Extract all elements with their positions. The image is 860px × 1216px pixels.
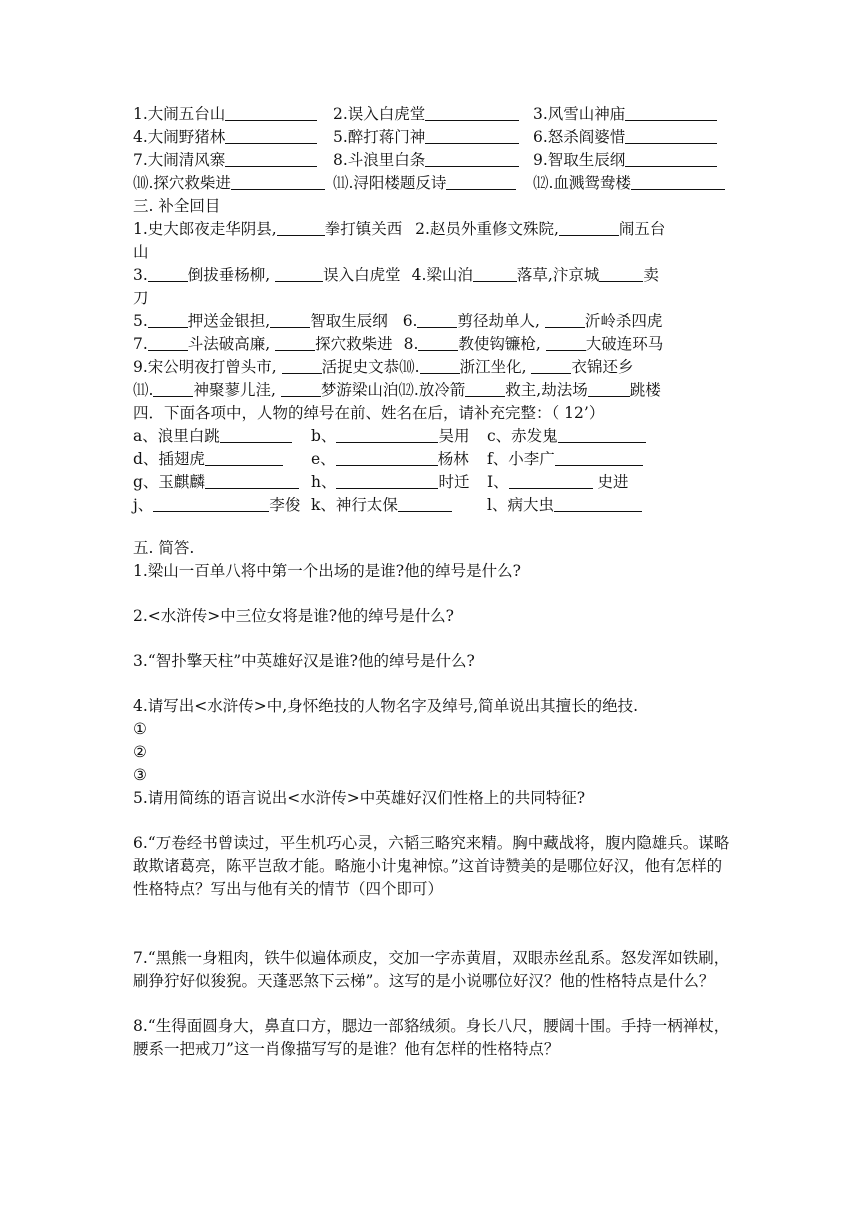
nickname-item: g、玉麒麟 xyxy=(133,473,205,491)
answer-marker-3: ③ xyxy=(133,766,147,784)
nickname-item: k、神行太保 xyxy=(311,496,398,514)
answer-marker-1: ① xyxy=(133,720,147,738)
question-3: 3.“智扑擎天柱”中英雄好汉是谁?他的绰号是什么? xyxy=(133,652,475,670)
chapter-item: 6.怒杀阎婆惜 xyxy=(533,128,626,146)
text-part: 浙江坐化, xyxy=(459,358,527,376)
answer-blank[interactable] xyxy=(153,381,193,397)
text-part: 误入白虎堂 xyxy=(323,266,401,284)
text-part: 活捉史文恭 xyxy=(321,358,400,376)
answer-blank[interactable] xyxy=(275,335,315,351)
text-part: 教使钩镰枪, xyxy=(458,335,541,353)
answer-blank[interactable] xyxy=(281,381,321,397)
answer-blank[interactable] xyxy=(148,335,188,351)
answer-blank[interactable] xyxy=(545,312,585,328)
nickname-item: e、 xyxy=(311,450,336,468)
text-part: ⑾. xyxy=(133,381,154,399)
text-part: 9.宋公明夜打曾头市, xyxy=(133,358,277,376)
text-part: 倒拔垂杨柳, xyxy=(187,266,271,284)
text-part: 闹五台 xyxy=(618,220,666,238)
text-part: 2.赵员外重修文殊院, xyxy=(415,220,559,238)
text-part: 山 xyxy=(133,243,149,261)
answer-blank[interactable] xyxy=(420,358,460,374)
text-part: 剪径劫单人, xyxy=(457,312,540,330)
chapter-item: ⑿.血溅鸳鸯楼 xyxy=(533,174,631,192)
chapter-item: ⑾.浔阳楼题反诗 xyxy=(333,174,447,192)
nickname-item: h、 xyxy=(311,473,337,491)
answer-blank[interactable] xyxy=(225,151,317,167)
answer-blank[interactable] xyxy=(555,450,643,466)
answer-blank[interactable] xyxy=(336,427,438,443)
nickname-row xyxy=(133,425,733,448)
question-6: 6.“万卷经书曾读过，平生机巧心灵，六韬三略究来精。胸中藏战将，腹内隐雄兵。谋略敢欺诸葛亮，陈平岂敌才能。略施小计鬼神惊。”这首诗赞美的是哪位好汉，他有怎样的性格特点？写出与他有关的情节（四个即可） xyxy=(133,834,730,898)
chapter-item: 7.大闹清风寨 xyxy=(133,151,226,169)
answer-blank[interactable] xyxy=(631,174,725,190)
answer-blank[interactable] xyxy=(546,335,586,351)
text-part: 押送金银担, xyxy=(187,312,271,330)
question-1: 1.梁山一百单八将中第一个出场的是谁?他的绰号是什么? xyxy=(133,562,521,580)
text-part: 刀 xyxy=(133,289,149,307)
answer-blank[interactable] xyxy=(473,266,517,282)
nickname-row xyxy=(133,471,733,494)
question-5: 5.请用简练的语言说出<水浒传>中英雄好汉们性格上的共同特征? xyxy=(133,789,586,807)
answer-blank[interactable] xyxy=(465,381,505,397)
answer-blank[interactable] xyxy=(625,128,717,144)
answer-blank[interactable] xyxy=(599,266,643,282)
section-5-heading: 五. 简答. xyxy=(133,539,195,557)
answer-blank[interactable] xyxy=(336,450,438,466)
answer-marker-2: ② xyxy=(133,743,147,761)
worksheet-content xyxy=(133,103,733,1061)
chapter-item: 2.误入白虎堂 xyxy=(333,105,426,123)
answer-blank[interactable] xyxy=(205,473,299,489)
chapter-title-line xyxy=(133,379,733,402)
text-part: 卖 xyxy=(643,266,659,284)
answer-blank[interactable] xyxy=(558,427,646,443)
text-part: 救主,劫法场 xyxy=(505,381,588,399)
section-4-heading: 四．下面各项中，人物的绰号在前、姓名在后，请补充完整：（ 12’） xyxy=(133,404,605,422)
answer-blank[interactable] xyxy=(418,335,458,351)
question-8: 8.“生得面圆身大，鼻直口方，腮边一部貉绒须。身长八尺，腰阔十围。手持一柄禅杖，腰系一把戒刀”这一肖像描写写的是谁？他有怎样的性格特点？ xyxy=(133,1017,730,1058)
nickname-item: a、浪里白跳 xyxy=(133,427,220,445)
answer-blank[interactable] xyxy=(148,266,188,282)
text-part: 斗法破高廉, xyxy=(187,335,271,353)
nickname-row xyxy=(133,448,733,471)
text-part: 7. xyxy=(133,335,148,353)
chapter-title-line xyxy=(133,356,733,379)
question-2: 2.<水浒传>中三位女将是谁?他的绰号是什么? xyxy=(133,607,454,625)
text-part: 探穴救柴进 xyxy=(315,335,393,353)
text-part: ⑿.放冷箭 xyxy=(398,381,466,399)
text-part: 大破连环马 xyxy=(585,335,664,353)
nickname-item: d、插翅虎 xyxy=(133,450,205,468)
question-7: 7.“黑熊一身粗肉，铁牛似遍体顽皮，交加一字赤黄眉，双眼赤丝乱系。怒发浑如铁刷，刷狰狞好似狻猊。天蓬恶煞下云梯”。这写的是小说哪位好汉？他的性格特点是什么？ xyxy=(133,949,730,990)
nickname-item: 吴用 xyxy=(438,427,470,445)
answer-blank[interactable] xyxy=(225,105,317,121)
text-part: ⑽. xyxy=(399,358,420,376)
answer-blank[interactable] xyxy=(225,128,317,144)
answer-blank[interactable] xyxy=(398,496,452,512)
answer-blank[interactable] xyxy=(148,312,188,328)
text-part: 4.梁山泊 xyxy=(411,266,473,284)
nickname-item: 史进 xyxy=(592,473,629,491)
answer-blank[interactable] xyxy=(205,450,283,466)
chapter-row xyxy=(133,126,733,149)
text-part: 6. xyxy=(402,312,418,330)
answer-blank[interactable] xyxy=(425,105,519,121)
nickname-item: c、赤发鬼 xyxy=(487,427,558,445)
answer-blank[interactable] xyxy=(559,220,619,236)
text-part: 5. xyxy=(133,312,148,330)
chapter-row xyxy=(133,149,733,172)
text-part: 梦游梁山泊 xyxy=(320,381,399,399)
chapter-item: 5.醉打蒋门神 xyxy=(333,128,426,146)
text-part: 落草,汴京城 xyxy=(516,266,600,284)
chapter-item: 9.智取生辰纲 xyxy=(533,151,626,169)
answer-blank[interactable] xyxy=(446,174,516,190)
answer-blank[interactable] xyxy=(270,312,310,328)
text-part: 跳楼 xyxy=(629,381,661,399)
text-part: 衣锦还乡 xyxy=(571,358,634,376)
chapter-row xyxy=(133,172,733,195)
answer-blank[interactable] xyxy=(531,358,571,374)
answer-blank[interactable] xyxy=(625,105,717,121)
answer-blank[interactable] xyxy=(588,381,630,397)
answer-blank[interactable] xyxy=(275,266,323,282)
text-part: 智取生辰纲 xyxy=(310,312,388,330)
answer-blank[interactable] xyxy=(625,151,717,167)
text-part: 拳打镇关西 xyxy=(324,220,403,238)
question-4: 4.请写出<水浒传>中,身怀绝技的人物名字及绰号,简单说出其擅长的绝技. xyxy=(133,697,639,715)
section-3-heading: 三. 补全回目 xyxy=(133,197,221,215)
nickname-item: b、 xyxy=(311,427,337,445)
answer-blank[interactable] xyxy=(277,220,325,236)
answer-blank[interactable] xyxy=(220,427,292,443)
nickname-item: f、小李广 xyxy=(487,450,555,468)
chapter-item: 8.斗浪里白条 xyxy=(333,151,426,169)
text-part: 沂岭杀四虎 xyxy=(584,312,663,330)
chapter-item: 4.大闹野猪林 xyxy=(133,128,226,146)
answer-blank[interactable] xyxy=(336,473,438,489)
nickname-item: 时迁 xyxy=(438,473,470,491)
nickname-row xyxy=(133,494,733,517)
answer-blank[interactable] xyxy=(153,496,269,512)
answer-blank[interactable] xyxy=(425,128,519,144)
answer-blank[interactable] xyxy=(509,473,593,489)
answer-blank[interactable] xyxy=(554,496,642,512)
chapter-title-line xyxy=(133,218,733,264)
nickname-item: I、 xyxy=(487,473,509,491)
chapter-title-line xyxy=(133,310,733,333)
nickname-item: 李俊 xyxy=(269,496,301,514)
chapter-row xyxy=(133,103,733,126)
answer-blank[interactable] xyxy=(282,358,322,374)
chapter-item: ⑽.探穴救柴进 xyxy=(133,174,231,192)
answer-blank[interactable] xyxy=(417,312,457,328)
chapter-title-line xyxy=(133,333,733,356)
chapter-item: 1.大闹五台山 xyxy=(133,105,226,123)
nickname-item: j、 xyxy=(133,496,154,514)
answer-blank[interactable] xyxy=(231,174,325,190)
text-part: 8. xyxy=(403,335,419,353)
answer-blank[interactable] xyxy=(425,151,519,167)
text-part: 3. xyxy=(133,266,148,284)
nickname-item: 杨林 xyxy=(437,450,469,468)
nickname-item: l、病大虫 xyxy=(487,496,554,514)
chapter-title-line xyxy=(133,264,733,310)
text-part: 1.史大郎夜走华阴县, xyxy=(133,220,277,238)
text-part: 神聚蓼儿洼, xyxy=(193,381,276,399)
chapter-item: 3.风雪山神庙 xyxy=(533,105,626,123)
